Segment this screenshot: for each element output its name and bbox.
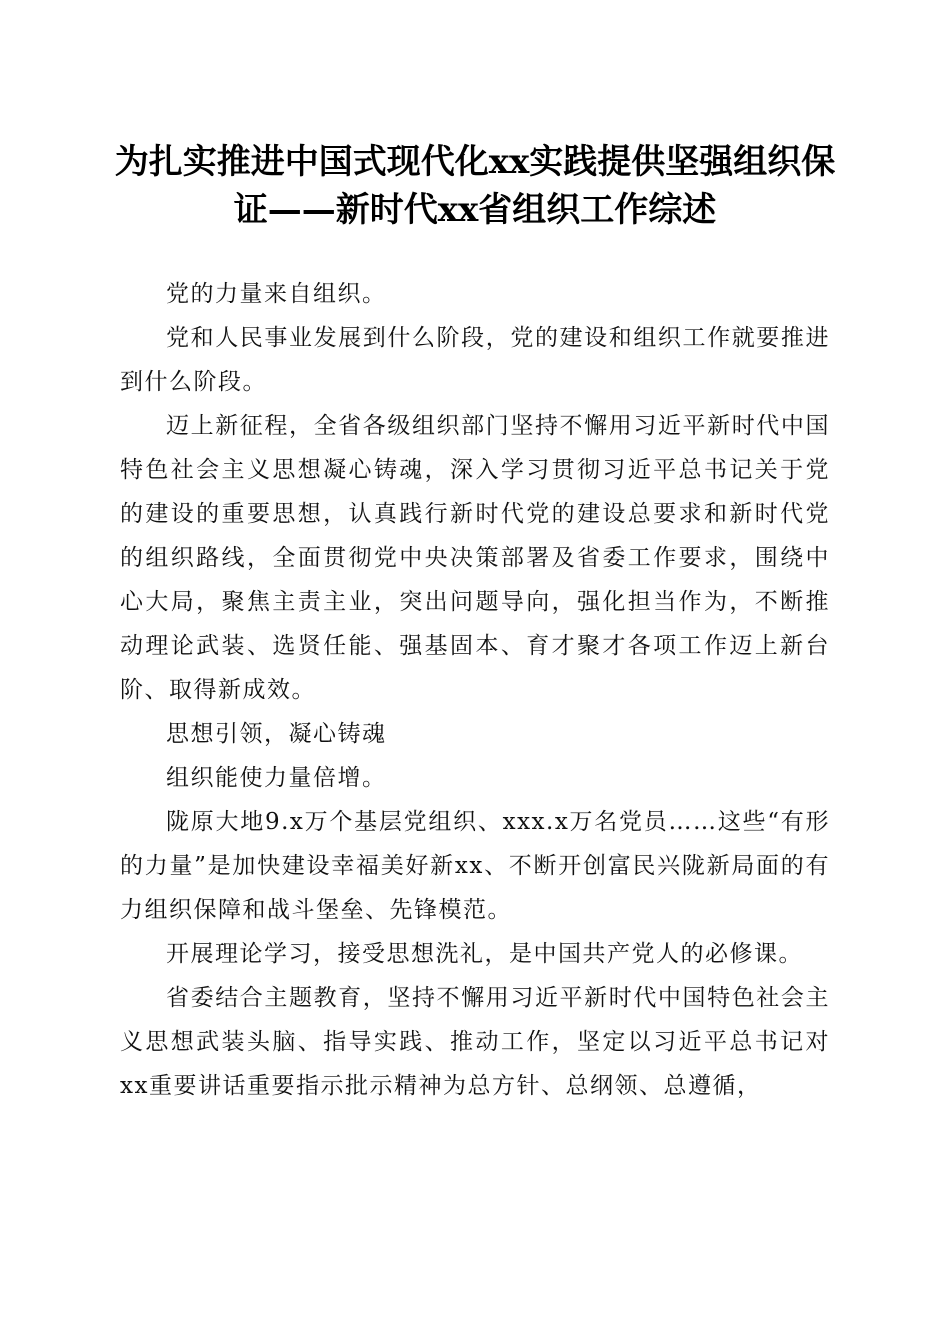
paragraph: 开展理论学习，接受思想洗礼，是中国共产党人的必修课。 <box>166 941 803 967</box>
paragraph: 党的力量来自组织。 <box>166 281 387 307</box>
document-title: 为扎实推进中国式现代化xx实践提供坚强组织保证——新时代xx省组织工作综述 <box>114 142 836 230</box>
paragraph: 陇原大地9.x万个基层党组织、xxx.x万名党员……这些“有形的力量”是加快建设幸福美好新xx、不断开创富民兴陇新局面的有力组织保障和战斗堡垒、先锋模范。 <box>120 809 830 923</box>
paragraph: 组织能使力量倍增。 <box>166 765 387 791</box>
section-heading: 思想引领，凝心铸魂 <box>166 721 387 747</box>
paragraph: 省委结合主题教育，坚持不懈用习近平新时代中国特色社会主义思想武装头脑、指导实践、推动工作，坚定以习近平总书记对xx重要讲话重要指示批示精神为总方针、总纲领、总遵循， <box>120 985 830 1099</box>
paragraph: 党和人民事业发展到什么阶段，党的建设和组织工作就要推进到什么阶段。 <box>120 325 830 395</box>
paragraph: 迈上新征程，全省各级组织部门坚持不懈用习近平新时代中国特色社会主义思想凝心铸魂，深入学习贯彻习近平总书记关于党的建设的重要思想，认真践行新时代党的建设总要求和新时代党的组织路线，全面贯彻党中央决策部署及省委工作要求，围绕中心大局，聚焦主责主业，突出问题导向，强化担当作为，不断推动理论武装、选贤任能、强基固本、育才聚才各项工作迈上新台阶、取得新成效。 <box>120 413 830 703</box>
document-body <box>120 272 830 1108</box>
